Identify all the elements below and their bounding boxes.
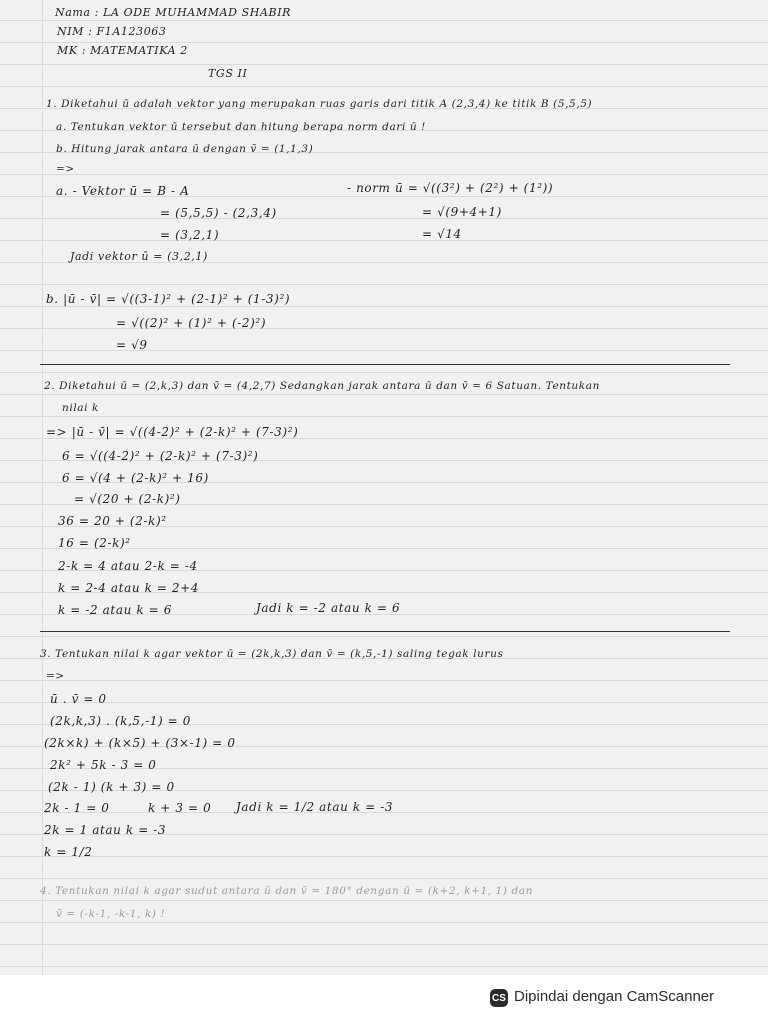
q1-text-2: a. Tentukan vektor ū tersebut dan hitung berapa norm dari ū !: [56, 121, 426, 133]
q3-step-2: (2k,k,3) . (k,5,-1) = 0: [50, 714, 191, 728]
q1-b-line-2: = √((2)² + (1)² + (-2)²): [116, 316, 267, 330]
q3-arrow: =>: [46, 670, 65, 682]
ruled-line: [0, 636, 768, 637]
q4-text-2: v̄ = (-k-1, -k-1, k) !: [56, 908, 166, 920]
q2-step-5: 36 = 20 + (2-k)²: [58, 514, 167, 528]
q1-a-line-3: = (3,2,1): [160, 228, 220, 242]
section-divider: [40, 631, 730, 632]
q4-text-1: 4. Tentukan nilai k agar sudut antara ū dan v̄ = 180° dengan ū = (k+2, k+1, 1) dan: [40, 885, 534, 897]
ruled-line: [0, 702, 768, 703]
q1-text-1: 1. Diketahui ū adalah vektor yang merupakan ruas garis dari titik A (2,3,4) ke titik B (5,5,5): [46, 98, 593, 110]
assignment-title: TGS II: [208, 67, 248, 80]
ruled-line: [0, 174, 768, 175]
student-nim: NIM : F1A123063: [57, 25, 167, 38]
ruled-line: [0, 372, 768, 373]
ruled-line: [0, 966, 768, 967]
q1-arrow: =>: [56, 163, 75, 175]
q1-a-line-1: a. - Vektor ū = B - A: [56, 184, 190, 198]
ruled-line: [0, 856, 768, 857]
ruled-line: [0, 218, 768, 219]
q3-step-4: 2k² + 5k - 3 = 0: [50, 758, 157, 772]
q2-step-3: 6 = √(4 + (2-k)² + 16): [62, 471, 209, 485]
q3-text-1: 3. Tentukan nilai k agar vektor ū = (2k,k,3) dan v̄ = (k,5,-1) saling tegak lurus: [40, 648, 504, 660]
q2-text-1: 2. Diketahui ū = (2,k,3) dan v̄ = (4,2,7) Sedangkan jarak antara ū dan v̄ = 6 Satuan. Tentukan: [44, 380, 600, 392]
margin-line: [42, 0, 43, 975]
q3-step-6b: k + 3 = 0: [148, 801, 212, 815]
q2-conclusion: Jadi k = -2 atau k = 6: [256, 601, 401, 615]
q1-norm-line-3: = √14: [422, 227, 462, 241]
course-name: MK : MATEMATIKA 2: [57, 44, 188, 57]
q1-text-3: b. Hitung jarak antara ū dengan v̄ = (1,1,3): [56, 143, 314, 155]
q1-norm-line-1: - norm ū = √((3²) + (2²) + (1²)): [347, 181, 554, 195]
camscanner-label: Dipindai dengan CamScanner: [514, 988, 715, 1005]
q2-step-9: k = -2 atau k = 6: [58, 603, 172, 617]
ruled-line: [0, 922, 768, 923]
q1-a-line-2: = (5,5,5) - (2,3,4): [160, 206, 277, 220]
ruled-line: [0, 416, 768, 417]
q2-step-1: => |ū - v̄| = √((4-2)² + (2-k)² + (7-3)²): [46, 425, 299, 439]
section-divider: [40, 364, 730, 365]
student-name: Nama : LA ODE MUHAMMAD SHABIR: [55, 6, 292, 19]
q3-step-5: (2k - 1) (k + 3) = 0: [48, 780, 175, 794]
ruled-line: [0, 64, 768, 65]
q2-text-2: nilai k: [62, 402, 99, 414]
ruled-line: [0, 306, 768, 307]
q3-step-7: 2k = 1 atau k = -3: [44, 823, 167, 837]
q1-b-line-3: = √9: [116, 338, 148, 352]
q3-conclusion: Jadi k = 1/2 atau k = -3: [236, 800, 394, 814]
camscanner-logo-icon: CS: [490, 989, 508, 1007]
ruled-line: [0, 42, 768, 43]
ruled-line: [0, 878, 768, 879]
q2-step-6: 16 = (2-k)²: [58, 536, 131, 550]
ruled-line: [0, 394, 768, 395]
q3-step-8: k = 1/2: [44, 845, 93, 859]
q2-step-7: 2-k = 4 atau 2-k = -4: [58, 559, 198, 573]
q3-step-6: 2k - 1 = 0: [44, 801, 110, 815]
ruled-line: [0, 944, 768, 945]
q1-b-line-1: b. |ū - v̄| = √((3-1)² + (2-1)² + (1-3)²): [46, 292, 291, 306]
q1-a-conclusion: Jadi vektor ū = (3,2,1): [70, 250, 208, 263]
q1-norm-line-2: = √(9+4+1): [422, 205, 502, 219]
q2-step-8: k = 2-4 atau k = 2+4: [58, 581, 200, 595]
ruled-line: [0, 680, 768, 681]
ruled-line: [0, 900, 768, 901]
q2-step-4: = √(20 + (2-k)²): [74, 492, 181, 506]
q3-step-1: ū . v̄ = 0: [50, 692, 107, 706]
ruled-line: [0, 240, 768, 241]
ruled-line: [0, 284, 768, 285]
ruled-line: [0, 86, 768, 87]
q3-step-3: (2k×k) + (k×5) + (3×-1) = 0: [44, 736, 236, 750]
q2-step-2: 6 = √((4-2)² + (2-k)² + (7-3)²): [62, 449, 259, 463]
ruled-line: [0, 20, 768, 21]
